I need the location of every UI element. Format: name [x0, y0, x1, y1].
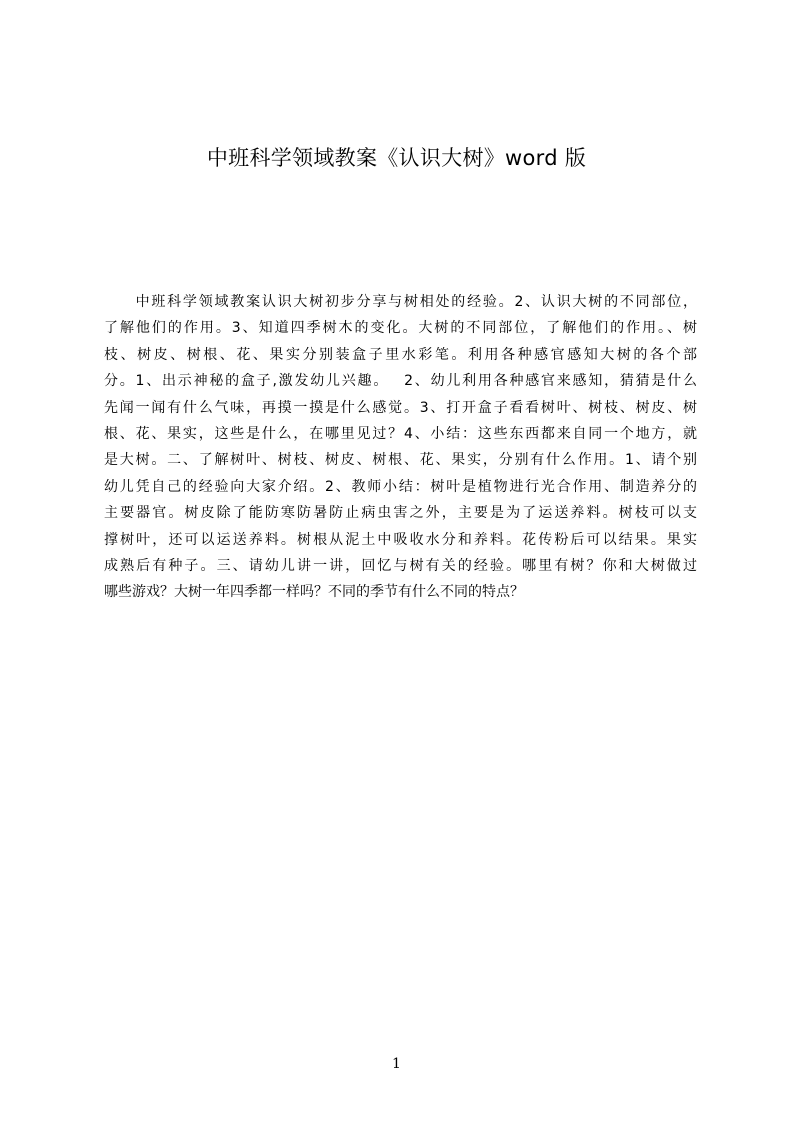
body-line: 中班科学领域教案认识大树初步分享与树相处的经验。2、认识大树的不同部位， — [104, 294, 697, 310]
page-number: 1 — [392, 1056, 401, 1072]
body-line: 先闻一闻有什么气味，再摸一摸是什么感觉。3、打开盒子看看树叶、树枝、树皮、树 — [104, 399, 697, 416]
page-title: 中班科学领域教案《认识大树》word 版 — [206, 146, 587, 170]
body-line: 枝、树皮、树根、花、果实分别装盒子里水彩笔。利用各种感官感知大树的各个部 — [104, 346, 697, 363]
body-line: 分。1、出示神秘的盒子,激发幼儿兴趣。 2、幼儿利用各种感官来感知，猜猜是什么 — [104, 373, 697, 390]
body-line: 幼儿凭自己的经验向大家介绍。2、教师小结：树叶是植物进行光合作用、制造养分的 — [104, 478, 697, 495]
body-text — [104, 289, 697, 606]
body-line: 撑树叶，还可以运送养料。树根从泥土中吸收水分和养料。花传粉后可以结果。果实 — [104, 531, 697, 548]
body-line: 成熟后有种子。三、请幼儿讲一讲，回忆与树有关的经验。哪里有树？你和大树做过 — [104, 557, 697, 574]
body-line: 根、花、果实，这些是什么，在哪里见过？4、小结：这些东西都来自同一个地方，就 — [104, 425, 697, 442]
body-line: 哪些游戏？大树一年四季都一样吗？不同的季节有什么不同的特点？ — [104, 584, 524, 601]
body-line: 主要器官。树皮除了能防寒防暑防止病虫害之外，主要是为了运送养料。树枝可以支 — [104, 505, 697, 522]
body-line: 是大树。二、了解树叶、树枝、树皮、树根、花、果实，分别有什么作用。1、请个别 — [104, 452, 697, 469]
body-line: 了解他们的作用。3、知道四季树木的变化。大树的不同部位，了解他们的作用。、树 — [104, 320, 697, 337]
